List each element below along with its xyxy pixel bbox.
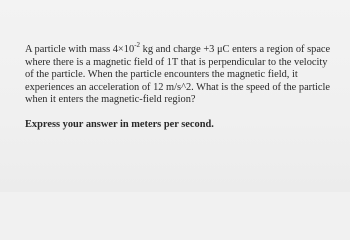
problem-text-rest: kg and charge +3 μC enters a region of space where there is a magnetic field of 1T that is perpendicular to the velocity of the particle. When the particle encounters the magnetic field, it experiences an acceleration of 12 m/s^2. What is the speed of the particle when it enters the magnetic-field region? <box>25 44 331 106</box>
problem-text-start: A particle with mass 4×10 <box>25 44 135 55</box>
answer-instruction: Express your answer in meters per second. <box>25 119 214 130</box>
mass-exponent: -2 <box>134 41 141 50</box>
problem-statement <box>25 41 333 107</box>
